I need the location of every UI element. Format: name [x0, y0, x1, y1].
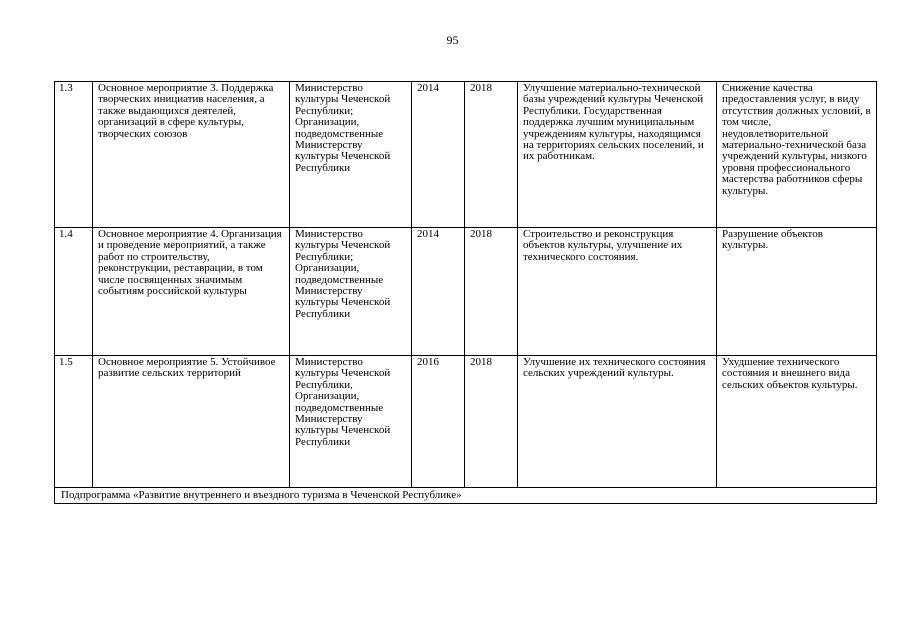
- start-year: 2014: [412, 82, 465, 228]
- end-year: 2018: [465, 82, 518, 228]
- responsible-executor: Министерство культуры Чеченской Республики; Организации, подведомственные Министерству культуры Чеченской Республики: [290, 228, 412, 356]
- subprogram-title: Подпрограмма «Развитие внутреннего и въездного туризма в Чеченской Республике»: [55, 488, 877, 504]
- measure-name: Основное мероприятие 3. Поддержка творческих инициатив населения, а также выдающихся деятелей, организаций в сфере культуры, творческих союзов: [93, 82, 290, 228]
- end-year: 2018: [465, 356, 518, 488]
- non-implementation-consequence: Разрушение объектов культуры.: [717, 228, 877, 356]
- non-implementation-consequence: Ухудшение технического состояния и внешнего вида сельских объектов культуры.: [717, 356, 877, 488]
- start-year: 2014: [412, 228, 465, 356]
- measures-table: [54, 81, 877, 504]
- row-number: 1.3: [55, 82, 93, 228]
- non-implementation-consequence: Снижение качества предоставления услуг, в виду отсутствия должных условий, в том числе, неудовлетворительной материально-технической база учреждений культуры, низкого уровня профессионального мастерства работников сферы культуры.: [717, 82, 877, 228]
- row-number: 1.5: [55, 356, 93, 488]
- responsible-executor: Министерство культуры Чеченской Республики; Организации, подведомственные Министерству культуры Чеченской Республики: [290, 82, 412, 228]
- responsible-executor: Министерство культуры Чеченской Республики, Организации, подведомственные Министерству культуры Чеченской Республики: [290, 356, 412, 488]
- measure-name: Основное мероприятие 4. Организация и проведение мероприятий, а также работ по строительству, реконструкции, реставрации, в том числе посвященных значимым событиям российской культуры: [93, 228, 290, 356]
- table-row: [55, 82, 877, 228]
- subprogram-row: [55, 488, 877, 504]
- row-number: 1.4: [55, 228, 93, 356]
- expected-result: Улучшение их технического состояния сельских учреждений культуры.: [518, 356, 717, 488]
- table-row: [55, 228, 877, 356]
- page-number: 95: [446, 33, 459, 47]
- start-year: 2016: [412, 356, 465, 488]
- measure-name: Основное мероприятие 5. Устойчивое развитие сельских территорий: [93, 356, 290, 488]
- expected-result: Улучшение материально-технической базы учреждений культуры Чеченской Республики. Государственная поддержка лучшим муниципальным учреждениям культуры, находящимся на территориях сельских поселений, и их работникам.: [518, 82, 717, 228]
- table-row: [55, 356, 877, 488]
- expected-result: Строительство и реконструкция объектов культуры, улучшение их технического состояния.: [518, 228, 717, 356]
- end-year: 2018: [465, 228, 518, 356]
